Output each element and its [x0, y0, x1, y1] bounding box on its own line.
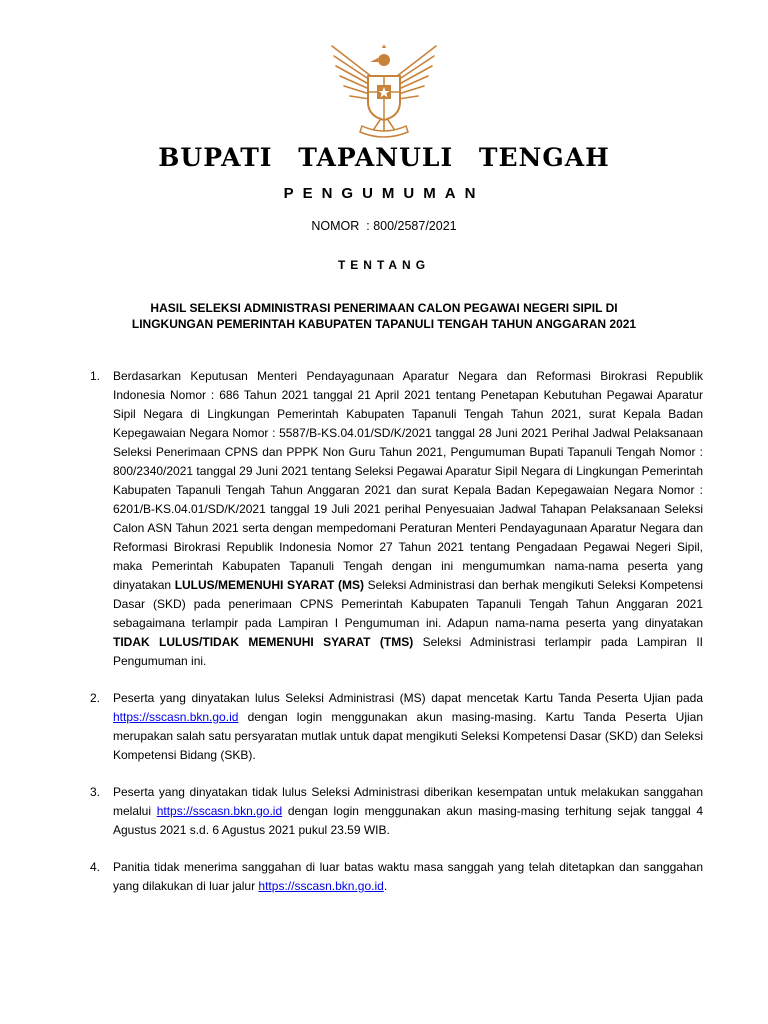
item-number: 4. — [90, 860, 101, 874]
subject-line-1: HASIL SELEKSI ADMINISTRASI PENERIMAAN CALON PEGAWAI NEGERI SIPIL DI — [150, 301, 618, 315]
list-item — [90, 783, 703, 840]
garuda-emblem-icon — [324, 40, 444, 140]
item-number: 3. — [90, 785, 101, 799]
item-text: . — [383, 879, 388, 893]
item-text: Seleksi Administrasi dan berhak mengikuti Seleksi Kompetensi Dasar (SKD) pada penerimaan CPNS Pemerintah Kabupaten Tapanuli Tengah Tahun Anggaran 2021 sebagaimana terlampir pada Lampiran I Pengumuman ini. Adapun nama-nama peserta yang dinyatakan — [113, 578, 703, 630]
document-number — [0, 219, 768, 233]
announcement-list — [90, 367, 703, 914]
item-text: Seleksi Administrasi terlampir pada Lampiran II Pengumuman ini. — [113, 635, 703, 668]
document-number-value: 800/2587/2021 — [373, 219, 457, 233]
sscasn-link[interactable]: https://sscasn.bkn.go.id — [156, 804, 283, 818]
sscasn-link[interactable]: https://sscasn.bkn.go.id — [113, 710, 239, 724]
item-text: dengan login menggunakan akun masing-masing. Kartu Tanda Peserta Ujian merupakan salah satu persyaratan mutlak untuk dapat mengikuti Seleksi Kompetensi Dasar (SKD) dan Seleksi Kompetensi Bidang (SKB). — [113, 710, 703, 762]
subject-heading — [80, 300, 688, 332]
item-text: dengan login menggunakan akun masing-masing terhitung sejak tanggal 4 Agustus 2021 s.d. 6 Agustus 2021 pukul 23.59 WIB. — [113, 804, 703, 837]
item-text: Panitia tidak menerima sanggahan di luar batas waktu masa sanggah yang telah ditetapkan dan sanggahan yang dilakukan di luar jalur — [113, 860, 703, 893]
item-bold-text: LULUS/MEMENUHI SYARAT (MS) — [174, 578, 364, 592]
item-text: Peserta yang dinyatakan lulus Seleksi Administrasi (MS) dapat mencetak Kartu Tanda Peserta Ujian pada — [113, 691, 703, 705]
page-title: BUPATI TAPANULI TENGAH — [158, 143, 610, 172]
item-text: Berdasarkan Keputusan Menteri Pendayagunaan Aparatur Negara dan Reformasi Birokrasi Republik Indonesia Nomor : 686 Tahun 2021 tanggal 21 April 2021 tentang Penetapan Kebutuhan Pegawai Aparatur Sipil Negara di Lingkungan Pemerintah Kabupaten Tapanuli Tengah Tahun 2021, surat Kepala Badan Kepegawaian Negara Nomor : 5587/B-KS.04.01/SD/K/2021 tanggal 28 Juni 2021 Perihal Jadwal Pelaksanaan Seleksi Penerimaan CPNS dan PPPK Non Guru Tahun 2021, Pengumuman Bupati Tapanuli Tengah Nomor : 800/2340/2021 tanggal 29 Juni 2021 tentang Seleksi Pegawai Aparatur Sipil Negara di Lingkungan Pemerintah Kabupaten Tapanuli Tengah Tahun Anggaran 2021 dan surat Kepala Badan Kepegawaian Negara Nomor : 6201/B-KS.04.01/SD/K/2021 tanggal 19 Juli 2021 perihal Penyesuaian Jadwal Tahapan Pelaksanaan Seleksi Calon ASN Tahun 2021 serta dengan mempedomani Peraturan Menteri Pendayagunaan Aparatur Negara dan Reformasi Birokrasi Republik Indonesia Nomor 27 Tahun 2021 tentang Pengadaan Pegawai Negeri Sipil, maka Pemerintah Kabupaten Tapanuli Tengah dengan ini mengumumkan nama-nama peserta yang dinyatakan — [113, 369, 703, 592]
announcement-heading: PENGUMUMAN — [283, 185, 485, 202]
sscasn-link[interactable]: https://sscasn.bkn.go.id — [258, 879, 384, 893]
item-text: Peserta yang dinyatakan tidak lulus Seleksi Administrasi diberikan kesempatan untuk melakukan sanggahan melalui — [113, 785, 703, 818]
list-item — [90, 689, 703, 765]
about-heading: TENTANG — [337, 258, 431, 272]
item-bold-text: TIDAK LULUS/TIDAK MEMENUHI SYARAT (TMS) — [113, 635, 414, 649]
subject-line-2: LINGKUNGAN PEMERINTAH KABUPATEN TAPANULI TENGAH TAHUN ANGGARAN 2021 — [131, 317, 637, 331]
document-number-label: NOMOR : — [311, 219, 374, 233]
item-number: 1. — [90, 369, 101, 383]
list-item — [90, 858, 703, 896]
item-number: 2. — [90, 691, 101, 705]
list-item — [90, 367, 703, 671]
